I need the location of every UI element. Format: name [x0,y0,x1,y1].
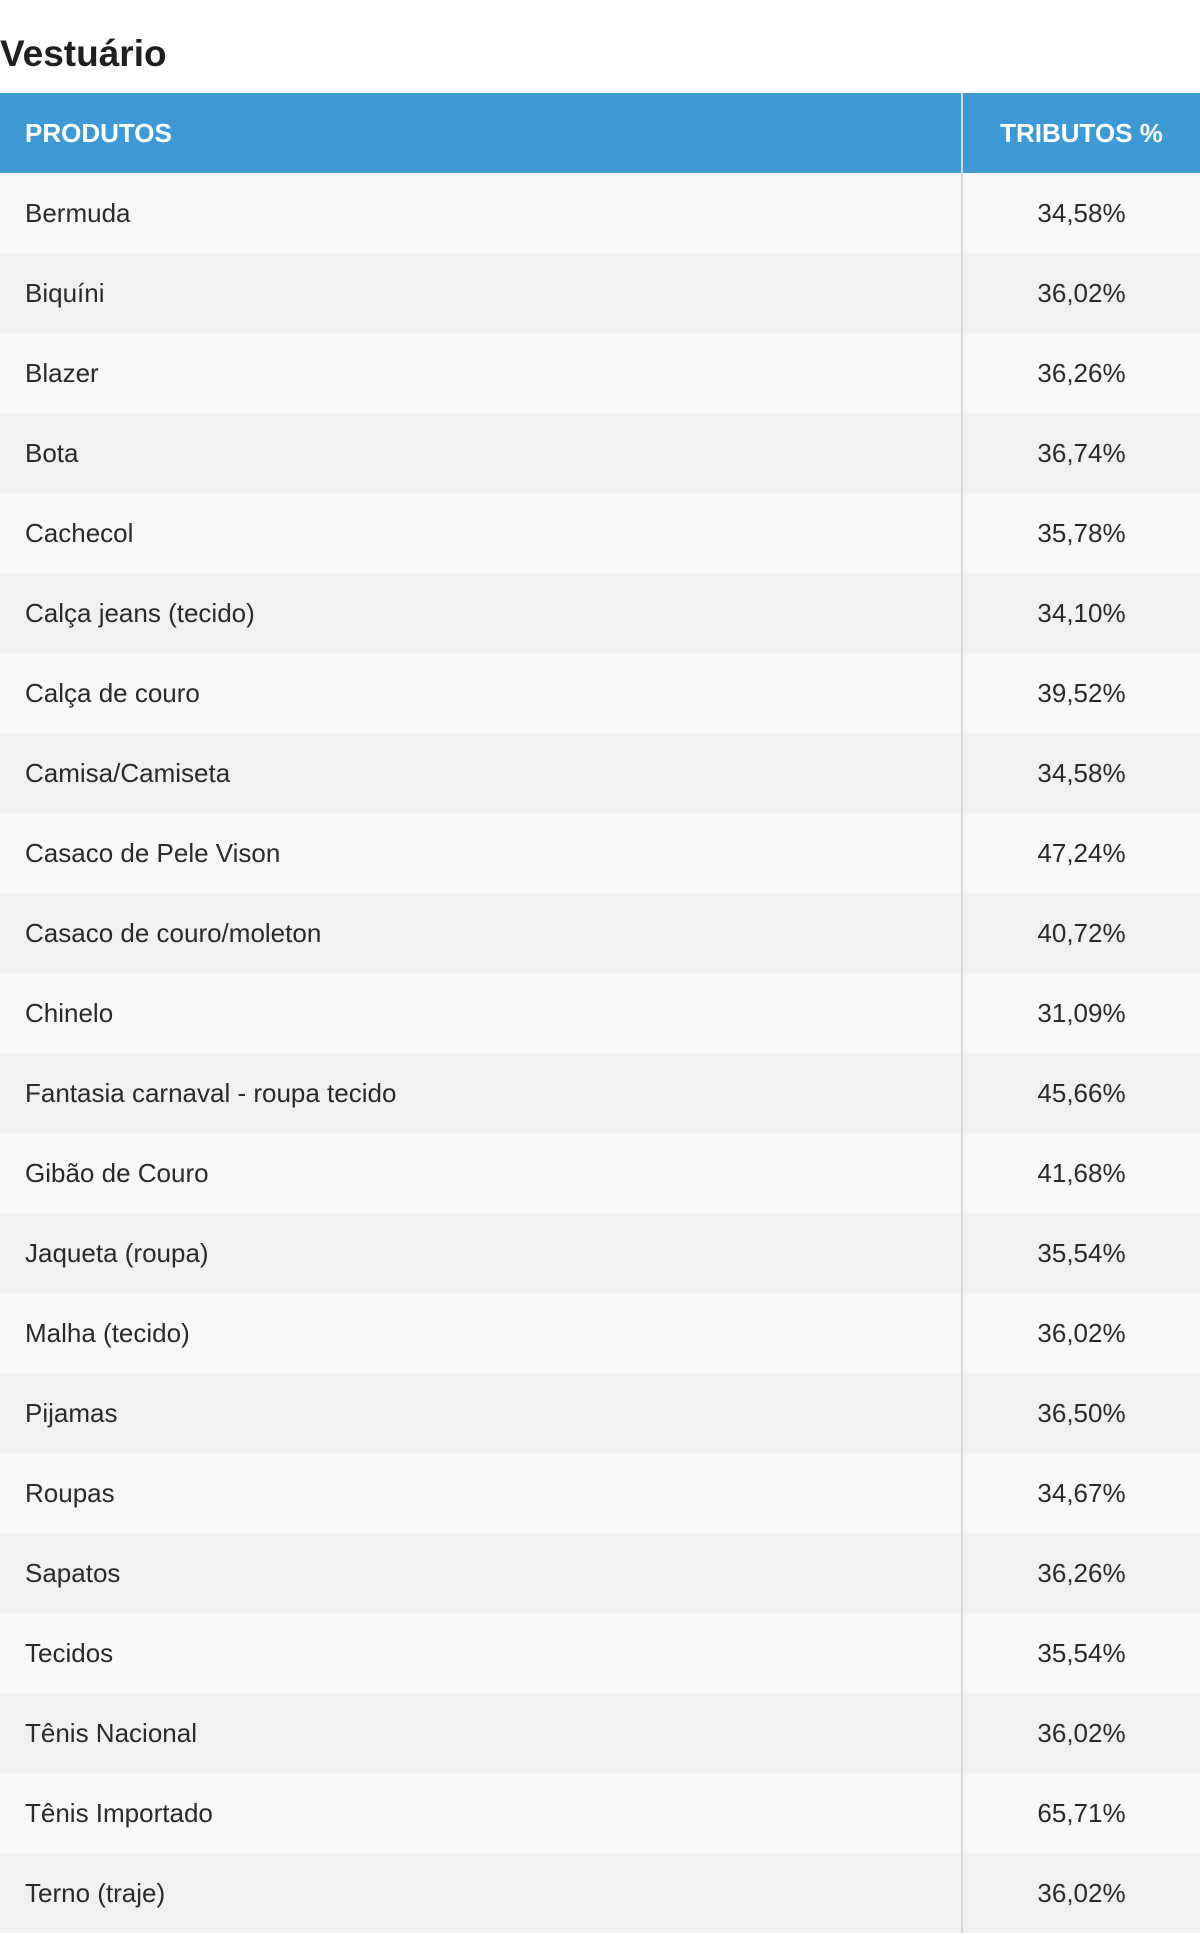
column-header-products: PRODUTOS [0,93,962,173]
table-row [0,1693,1200,1773]
table-row [0,1773,1200,1853]
product-cell: Fantasia carnaval - roupa tecido [0,1053,962,1133]
product-cell: Jaqueta (roupa) [0,1213,962,1293]
table-header [0,93,1200,173]
table-row [0,573,1200,653]
table-row [0,1533,1200,1613]
column-header-taxes: TRIBUTOS % [962,93,1200,173]
product-cell: Calça de couro [0,653,962,733]
table-row [0,333,1200,413]
tax-cell: 35,54% [962,1613,1200,1693]
tax-table [0,93,1200,1933]
product-cell: Blazer [0,333,962,413]
tax-cell: 45,66% [962,1053,1200,1133]
tax-cell: 41,68% [962,1133,1200,1213]
table-row [0,1453,1200,1533]
tax-cell: 39,52% [962,653,1200,733]
tax-cell: 34,58% [962,173,1200,253]
table-row [0,253,1200,333]
table-row [0,1853,1200,1933]
table-row [0,1133,1200,1213]
product-cell: Bota [0,413,962,493]
tax-cell: 36,02% [962,1693,1200,1773]
product-cell: Bermuda [0,173,962,253]
product-cell: Cachecol [0,493,962,573]
tax-cell: 36,26% [962,1533,1200,1613]
table-row [0,893,1200,973]
tax-cell: 36,02% [962,1853,1200,1933]
tax-cell: 65,71% [962,1773,1200,1853]
table-row [0,1213,1200,1293]
table-row [0,1613,1200,1693]
product-cell: Casaco de Pele Vison [0,813,962,893]
table-row [0,493,1200,573]
tax-cell: 36,26% [962,333,1200,413]
tax-cell: 31,09% [962,973,1200,1053]
table-row [0,733,1200,813]
tax-cell: 40,72% [962,893,1200,973]
product-cell: Sapatos [0,1533,962,1613]
tax-cell: 36,02% [962,253,1200,333]
table-row [0,1373,1200,1453]
product-cell: Chinelo [0,973,962,1053]
product-cell: Malha (tecido) [0,1293,962,1373]
product-cell: Tênis Importado [0,1773,962,1853]
tax-cell: 36,02% [962,1293,1200,1373]
product-cell: Tecidos [0,1613,962,1693]
tax-cell: 35,54% [962,1213,1200,1293]
table-row [0,1053,1200,1133]
product-cell: Tênis Nacional [0,1693,962,1773]
table-row [0,173,1200,253]
tax-cell: 47,24% [962,813,1200,893]
page-title: Vestuário [0,33,167,74]
product-cell: Pijamas [0,1373,962,1453]
table-row [0,813,1200,893]
tax-cell: 34,10% [962,573,1200,653]
product-cell: Terno (traje) [0,1853,962,1933]
header-row [0,93,1200,173]
tax-cell: 36,50% [962,1373,1200,1453]
product-cell: Calça jeans (tecido) [0,573,962,653]
product-cell: Gibão de Couro [0,1133,962,1213]
product-cell: Biquíni [0,253,962,333]
tax-cell: 34,67% [962,1453,1200,1533]
product-cell: Roupas [0,1453,962,1533]
tax-cell: 34,58% [962,733,1200,813]
product-cell: Casaco de couro/moleton [0,893,962,973]
tax-cell: 36,74% [962,413,1200,493]
table-row [0,413,1200,493]
table-row [0,973,1200,1053]
table-row [0,653,1200,733]
tax-cell: 35,78% [962,493,1200,573]
product-cell: Camisa/Camiseta [0,733,962,813]
table-row [0,1293,1200,1373]
table-body [0,173,1200,1933]
